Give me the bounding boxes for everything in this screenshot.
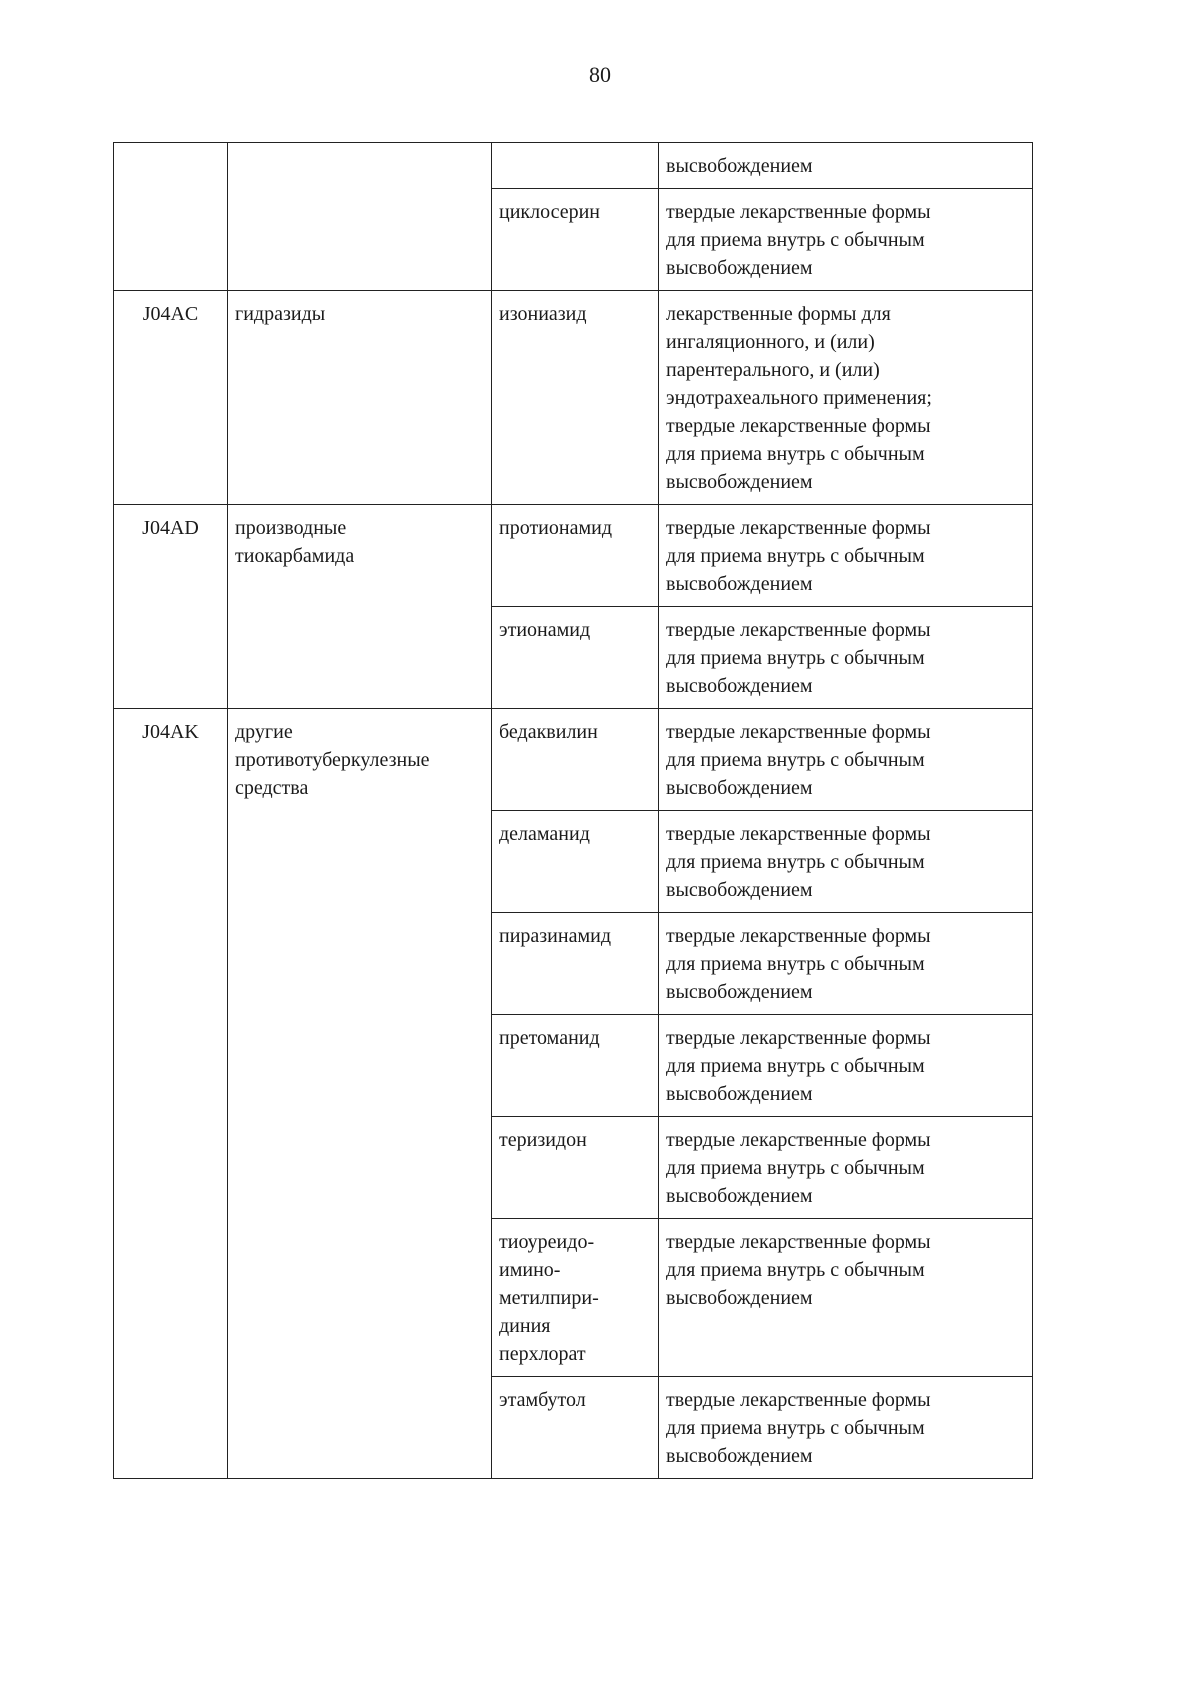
atc-code-cell: J04AK: [114, 709, 228, 1479]
page-number: 80: [589, 62, 611, 87]
group-cell: другие противотуберкулезные средства: [228, 709, 492, 1479]
atc-code-cell: [114, 143, 228, 291]
drug-name-cell: этионамид: [492, 607, 659, 709]
dosage-form-cell: твердые лекарственные формы для приема внутрь с обычным высвобождением: [659, 811, 1033, 913]
dosage-form-cell: твердые лекарственные формы для приема внутрь с обычным высвобождением: [659, 1219, 1033, 1377]
dosage-form-cell: твердые лекарственные формы для приема внутрь с обычным высвобождением: [659, 913, 1033, 1015]
drug-name-cell: изониазид: [492, 291, 659, 505]
table-row: [114, 143, 1033, 189]
dosage-form-cell: твердые лекарственные формы для приема внутрь с обычным высвобождением: [659, 505, 1033, 607]
group-cell: гидразиды: [228, 291, 492, 505]
dosage-form-cell: твердые лекарственные формы для приема внутрь с обычным высвобождением: [659, 1117, 1033, 1219]
drug-name-cell: деламанид: [492, 811, 659, 913]
drug-name-cell: циклосерин: [492, 189, 659, 291]
dosage-form-cell: лекарственные формы для ингаляционного, и (или) парентерального, и (или) эндотрахеального применения; твердые лекарственные формы для приема внутрь с обычным высвобождением: [659, 291, 1033, 505]
dosage-form-cell: твердые лекарственные формы для приема внутрь с обычным высвобождением: [659, 709, 1033, 811]
atc-code-cell: J04AD: [114, 505, 228, 709]
dosage-form-cell: твердые лекарственные формы для приема внутрь с обычным высвобождением: [659, 189, 1033, 291]
drug-name-cell: бедаквилин: [492, 709, 659, 811]
drug-name-cell: тиоуреидо- имино- метилпири- диния перхлорат: [492, 1219, 659, 1377]
dosage-form-cell: твердые лекарственные формы для приема внутрь с обычным высвобождением: [659, 607, 1033, 709]
drug-name-cell: [492, 143, 659, 189]
group-cell: [228, 143, 492, 291]
drug-name-cell: пиразинамид: [492, 913, 659, 1015]
table-row: [114, 505, 1033, 607]
dosage-form-cell: высвобождением: [659, 143, 1033, 189]
drug-name-cell: этамбутол: [492, 1377, 659, 1479]
drug-table: [113, 142, 1033, 1479]
drug-name-cell: протионамид: [492, 505, 659, 607]
atc-code-cell: J04AC: [114, 291, 228, 505]
dosage-form-cell: твердые лекарственные формы для приема внутрь с обычным высвобождением: [659, 1015, 1033, 1117]
group-cell: производные тиокарбамида: [228, 505, 492, 709]
table-row: [114, 291, 1033, 505]
dosage-form-cell: твердые лекарственные формы для приема внутрь с обычным высвобождением: [659, 1377, 1033, 1479]
table-row: [114, 709, 1033, 811]
drug-name-cell: теризидон: [492, 1117, 659, 1219]
drug-name-cell: претоманид: [492, 1015, 659, 1117]
